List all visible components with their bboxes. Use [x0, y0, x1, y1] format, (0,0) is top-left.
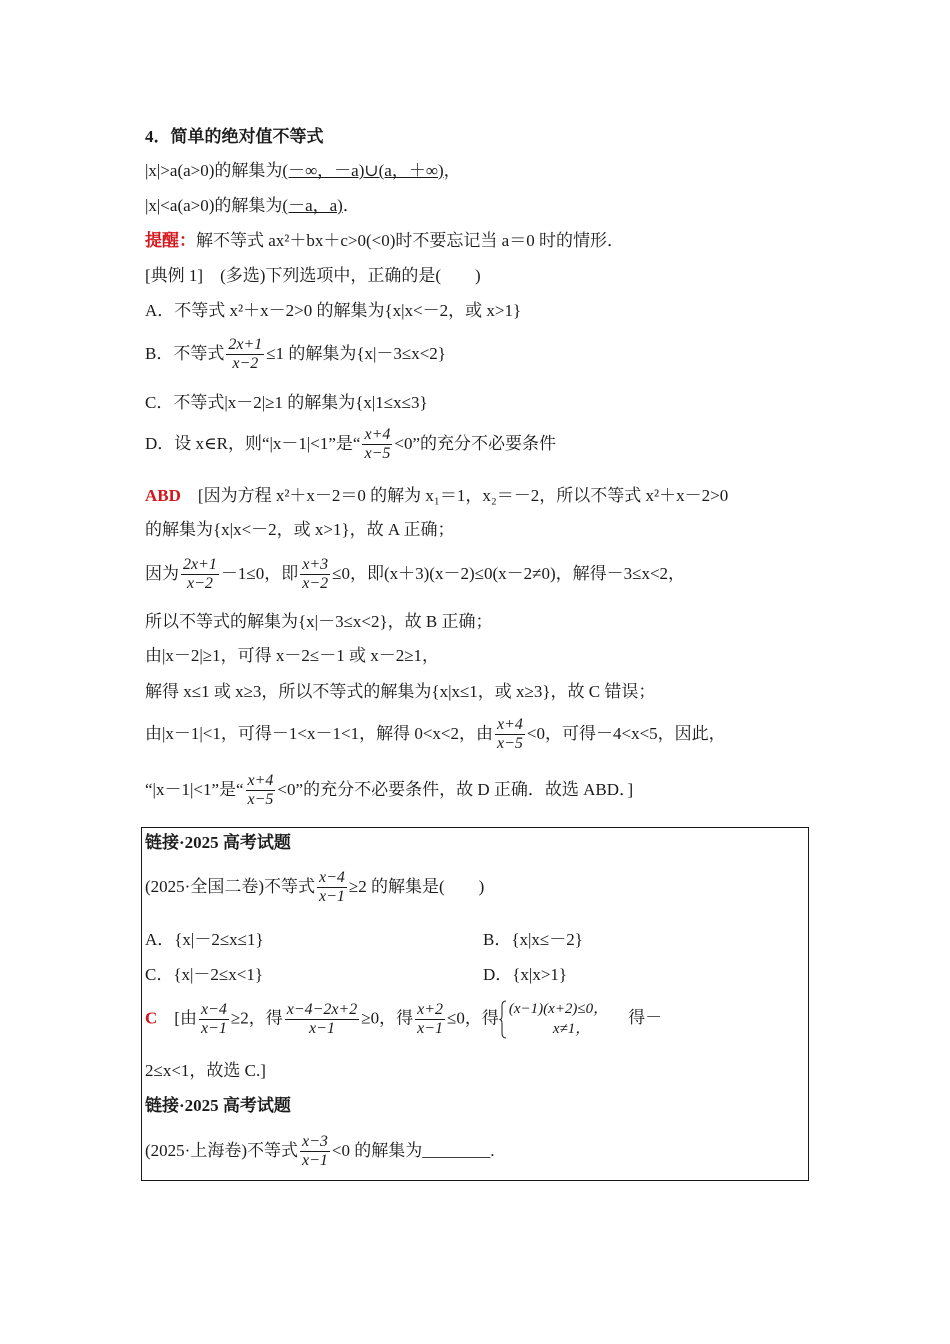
fraction-denominator: x−2 — [187, 575, 213, 593]
link1-option-b: B．{x|x≤－2} — [483, 930, 583, 949]
abs-gt-punct: ， — [443, 161, 461, 180]
fraction — [181, 556, 219, 594]
inequality-system — [499, 1000, 608, 1039]
solution-text: ≤0，得 — [447, 1008, 499, 1028]
fraction-numerator: x+4 — [495, 716, 525, 735]
link1-option-d: D．{x|x>1} — [483, 965, 568, 984]
fraction-numerator: x−4−2x+2 — [285, 1001, 360, 1020]
solution-answer: ABD — [145, 486, 181, 505]
fraction-numerator: 2x+1 — [181, 556, 219, 575]
solution-text: <0”的充分不必要条件，故 D 正确．故选 ABD．] — [277, 779, 634, 799]
abs-lt-answer: (－a，a) — [282, 196, 343, 215]
solution-text: “|x－1|<1”是“ — [145, 779, 244, 799]
solution-line-6: 解得 x≤1 或 x≥3，所以不等式的解集为{x|x≤1，或 x≥3}，故 C 错误； — [145, 682, 656, 701]
fraction-denominator: x−1 — [417, 1020, 444, 1037]
solution-line-1 — [145, 486, 728, 506]
solution-text: 由|x－1|<1，可得－1<x－1<1，解得 0<x<2，由 — [145, 723, 493, 743]
abs-gt-text: |x|>a(a>0)的解集为 — [145, 161, 283, 180]
section-heading: 4．简单的绝对值不等式 — [145, 127, 324, 146]
fraction-denominator: x−5 — [497, 735, 523, 753]
fraction — [495, 716, 525, 754]
system-row-2: x≠1， — [552, 1020, 591, 1037]
example-option-b — [145, 336, 446, 374]
abs-lt-text: |x|<a(a>0)的解集为 — [145, 196, 283, 215]
solution-text: ≥0，得 — [361, 1008, 414, 1028]
fraction — [300, 556, 330, 594]
solution-line-5: 由|x－2|≥1，可得 x－2≤－1 或 x－2≥1， — [145, 646, 440, 665]
solution-line-3 — [145, 556, 685, 594]
solution-text: <0，可得－4<x<5，因此， — [526, 723, 726, 743]
solution-text: [由 — [174, 1008, 197, 1028]
solution-text: 因为 — [145, 563, 179, 583]
question-text: (2025·上海卷)不等式 — [145, 1140, 298, 1160]
system-row-1: (x−1)(x+2)≤0， — [508, 1001, 609, 1017]
fraction-denominator: x−1 — [301, 1152, 328, 1170]
solution-line-4: 所以不等式的解集为{x|－3≤x<2}，故 B 正确； — [145, 612, 493, 631]
fraction — [415, 1001, 445, 1039]
left-brace-icon — [499, 1000, 507, 1039]
abs-gt-line — [145, 161, 461, 181]
fraction-numerator: x−3 — [300, 1133, 330, 1152]
solution-text: ≤0，即(x＋3)(x－2)≤0(x－2≠0)，解得－3≤x<2， — [332, 563, 686, 583]
fraction — [362, 426, 392, 464]
fraction — [300, 1133, 330, 1171]
link1-answer: C — [145, 1008, 158, 1028]
fraction-numerator: x+3 — [300, 556, 330, 575]
fraction-numerator: x−4 — [199, 1001, 229, 1020]
fraction — [226, 336, 264, 374]
option-d-post: <0”的充分不必要条件 — [394, 433, 557, 453]
option-b-pre: B．不等式 — [145, 343, 225, 363]
example-option-a: A．不等式 x²＋x－2>0 的解集为{x|x<－2，或 x>1} — [145, 301, 522, 320]
fraction-denominator: x−5 — [364, 445, 391, 463]
fraction-numerator: 2x+1 — [226, 336, 264, 355]
fraction — [317, 869, 347, 907]
fraction-numerator: x+4 — [362, 426, 392, 445]
abs-lt-punct: ． — [342, 196, 360, 215]
abs-gt-answer: (－∞，－a)∪(a，＋∞) — [282, 161, 444, 180]
fraction — [285, 1001, 360, 1039]
fraction-denominator: x−1 — [309, 1020, 335, 1037]
link1-option-c: C．{x|－2≤x<1} — [145, 965, 263, 984]
example-option-d — [145, 426, 556, 464]
solution-line-7 — [145, 716, 726, 754]
link2-question — [145, 1133, 494, 1171]
tip-line — [145, 231, 624, 251]
fraction-numerator: x+4 — [246, 772, 276, 791]
abs-lt-line — [145, 196, 360, 216]
solution-text: [因为方程 x²＋x－2＝0 的解为 x₁＝1，x₂＝－2，所以不等式 x²＋x－2>0 — [197, 486, 729, 505]
solution-text: 得－ — [628, 1008, 663, 1028]
link1-option-a: A．{x|－2≤x≤1} — [145, 930, 264, 949]
solution-line-2: 的解集为{x|x<－2，或 x>1}，故 A 正确； — [145, 520, 455, 539]
solution-line-8 — [145, 772, 633, 810]
fraction-denominator: x−2 — [302, 575, 329, 593]
fraction-denominator: x−2 — [232, 355, 259, 373]
link1-solution-line-1 — [145, 1000, 662, 1039]
tip-label: 提醒： — [145, 231, 196, 250]
fraction-denominator: x−1 — [318, 888, 345, 906]
fraction-denominator: x−5 — [247, 791, 274, 809]
solution-text: ≥2，得 — [230, 1008, 283, 1028]
fraction-numerator: x+2 — [415, 1001, 445, 1020]
option-b-post: ≤1 的解集为{x|－3≤x<2} — [266, 343, 446, 363]
link1-question — [145, 869, 484, 907]
link-title-1: 链接·2025 高考试题 — [145, 833, 291, 852]
link1-solution-line-2: 2≤x<1，故选 C.] — [145, 1061, 266, 1080]
example-label: [典例 1] (多选)下列选项中，正确的是( ) — [145, 266, 481, 285]
tip-text: 解不等式 ax²＋bx＋c>0(<0)时不要忘记当 a＝0 时的情形． — [196, 231, 624, 250]
option-d-pre: D．设 x∈R，则“|x－1|<1”是“ — [145, 433, 361, 453]
fraction — [246, 772, 276, 810]
solution-text: －1≤0，即 — [220, 563, 299, 583]
question-text: (2025·全国二卷)不等式 — [145, 876, 315, 896]
fraction — [199, 1001, 229, 1039]
example-option-c: C．不等式|x－2|≥1 的解集为{x|1≤x≤3} — [145, 393, 428, 412]
question-text: ≥2 的解集是( ) — [348, 876, 485, 896]
link-title-2: 链接·2025 高考试题 — [145, 1096, 291, 1115]
question-text: <0 的解集为________. — [331, 1140, 495, 1160]
fraction-numerator: x−4 — [317, 869, 347, 888]
fraction-denominator: x−1 — [200, 1020, 227, 1037]
